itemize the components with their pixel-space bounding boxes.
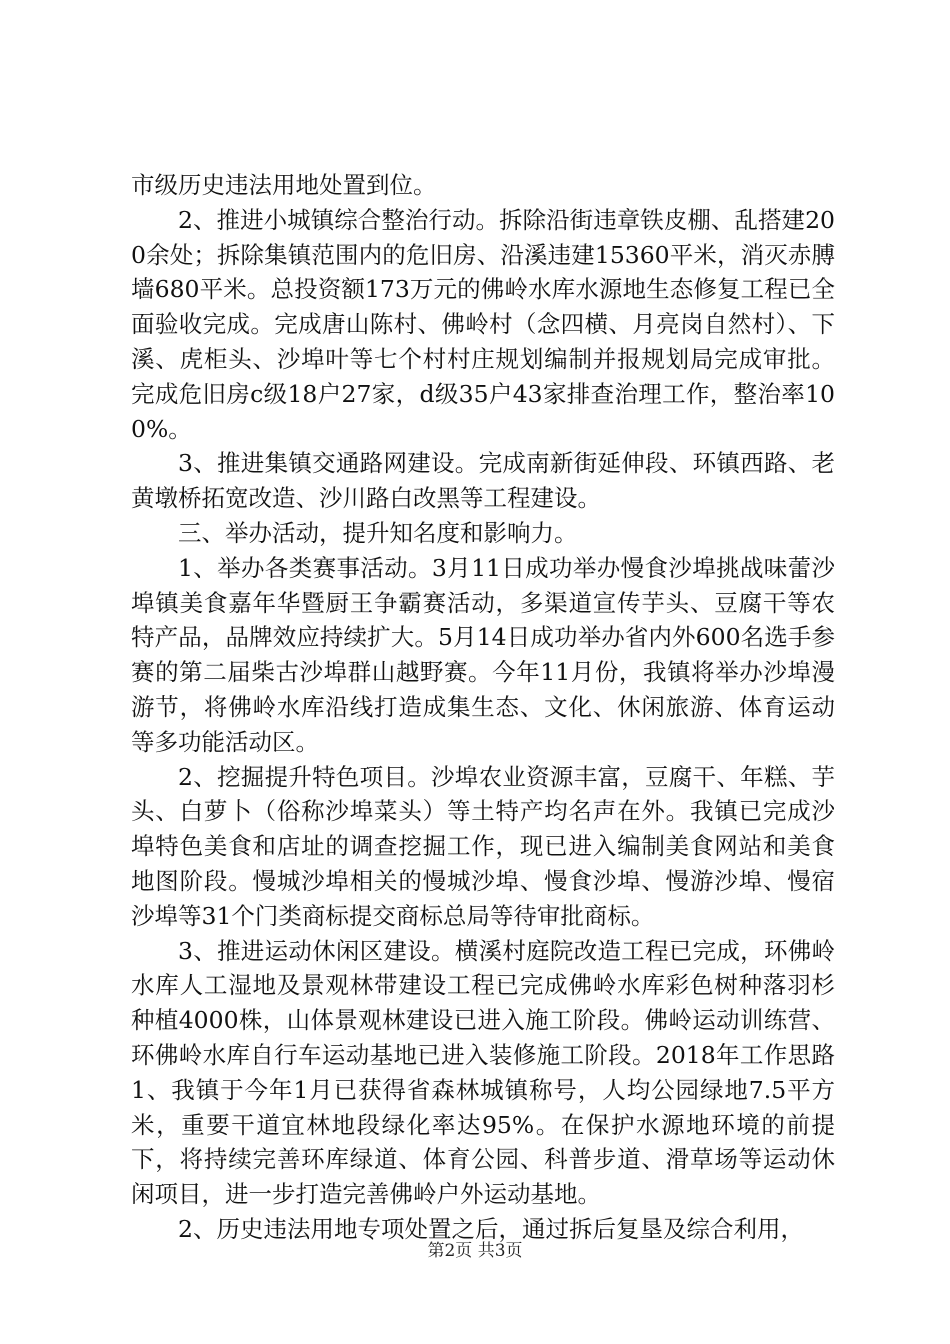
paragraph-town-rectification: 2、推进小城镇综合整治行动。拆除沿街违章铁皮棚、乱搭建200余处；拆除集镇范围内的危旧房、沿溪违建15360平米，消灭赤膊墙680平米。总投资额173万元的佛岭水库水源地生态修复工程已全面验收完成。完成唐山陈村、佛岭村（念四横、月亮岗自然村）、下溪、虎柜头、沙埠叶等七个村村庄规划编制并报规划局完成审批。完成危旧房c级18户27家，d级35户43家排查治理工作，整治率100%。 xyxy=(131,205,835,443)
section-heading-activities: 三、举办活动，提升知名度和影响力。 xyxy=(178,518,578,547)
paragraph-illegal-land: 2、历史违法用地专项处置之后，通过拆后复垦及综合利用， xyxy=(178,1214,804,1243)
document-body xyxy=(131,168,835,1247)
page-footer: 第2页 共3页 xyxy=(427,1241,523,1261)
paragraph-road-network: 3、推进集镇交通路网建设。完成南新街延伸段、环镇西路、老黄墩桥拓宽改造、沙川路白改黑等工程建设。 xyxy=(131,449,835,513)
paragraph-special-projects: 2、挖掘提升特色项目。沙埠农业资源丰富，豆腐干、年糕、芋头、白萝卜（俗称沙埠菜头）等土特产均名声在外。我镇已完成沙埠特色美食和店址的调查挖掘工作，现已进入编制美食网站和美食地图阶段。慢城沙埠相关的慢城沙埠、慢食沙埠、慢游沙埠、慢宿沙埠等31个门类商标提交商标总局等待审批商标。 xyxy=(131,762,835,930)
paragraph-continuation: 市级历史违法用地处置到位。 xyxy=(131,171,437,199)
paragraph-sports-leisure: 3、推进运动休闲区建设。横溪村庭院改造工程已完成，环佛岭水库人工湿地及景观林带建设工程已完成佛岭水库彩色树种落羽杉种植4000株，山体景观林建设已进入施工阶段。佛岭运动训练营、环佛岭水库自行车运动基地已进入装修施工阶段。2018年工作思路1、我镇于今年1月已获得省森林城镇称号，人均公园绿地7.5平方米，重要干道宜林地段绿化率达95%。在保护水源地环境的前提下，将持续完善环库绿道、体育公园、科普步道、滑草场等运动休闲项目，进一步打造完善佛岭户外运动基地。 xyxy=(131,936,835,1209)
paragraph-events: 1、举办各类赛事活动。3月11日成功举办慢食沙埠挑战味蕾沙埠镇美食嘉年华暨厨王争霸赛活动，多渠道宣传芋头、豆腐干等农特产品，品牌效应持续扩大。5月14日成功举办省内外600名选手参赛的第二届柴古沙埠群山越野赛。今年11月份，我镇将举办沙埠漫游节，将佛岭水库沿线打造成集生态、文化、休闲旅游、体育运动等多功能活动区。 xyxy=(131,553,835,756)
